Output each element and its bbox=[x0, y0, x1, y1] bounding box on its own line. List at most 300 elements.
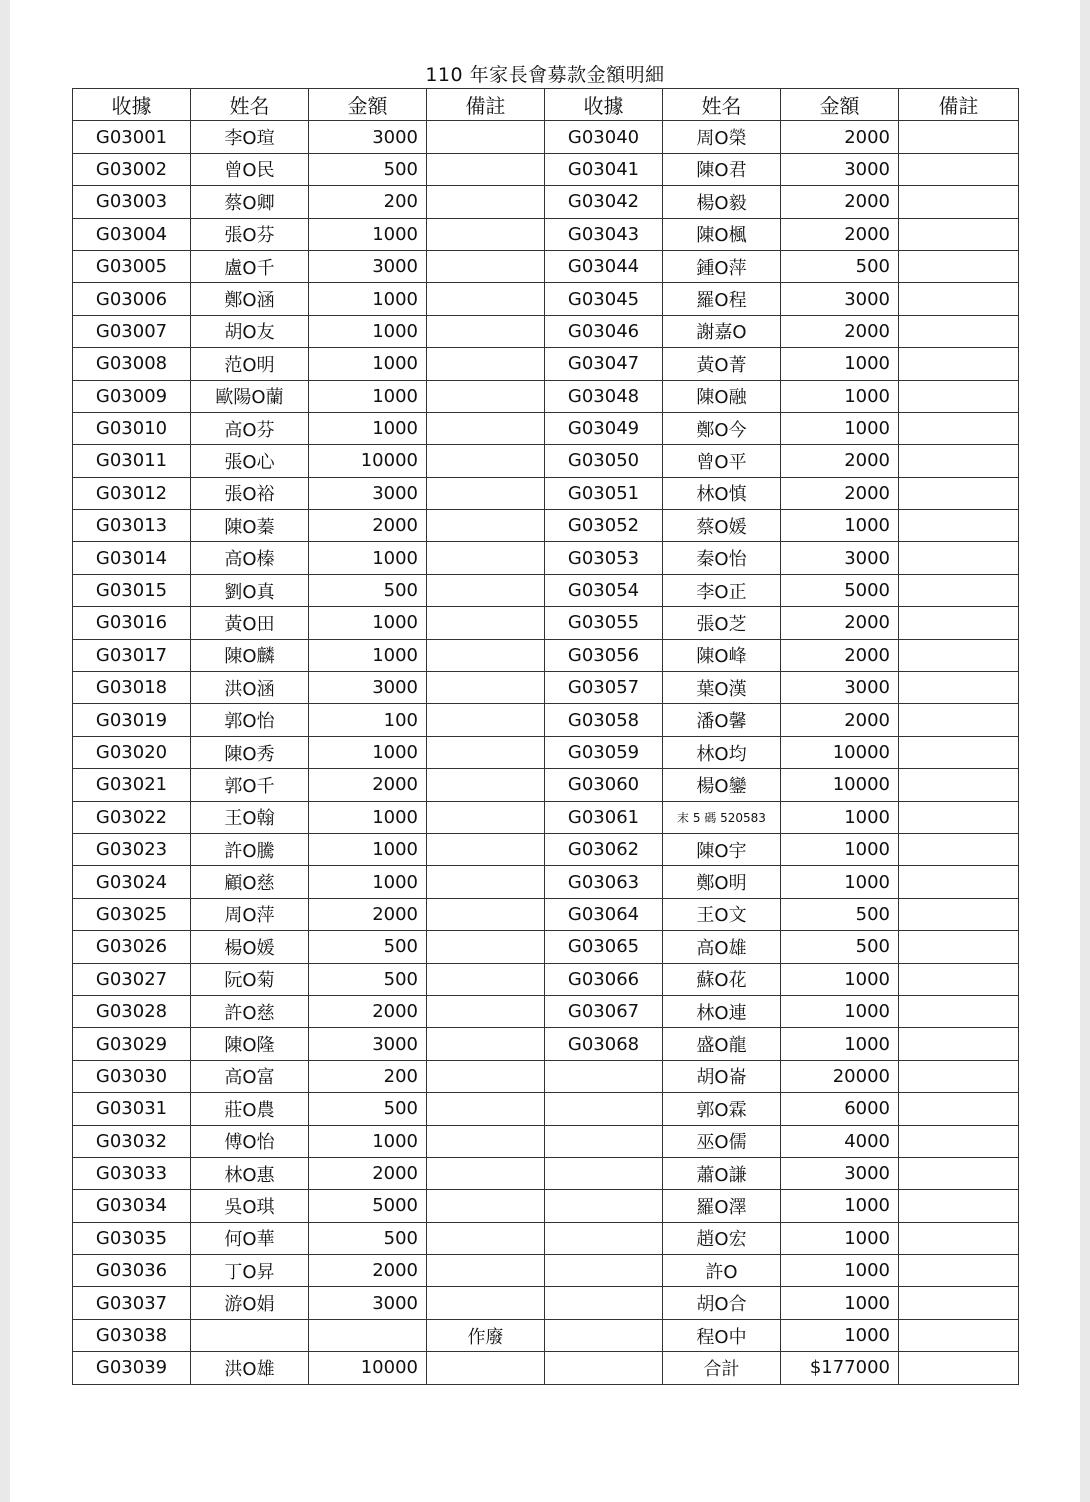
name-cell-right: 巫O儒 bbox=[663, 1125, 781, 1157]
name-cell-right: 羅O程 bbox=[663, 283, 781, 315]
document-page bbox=[10, 0, 1080, 1502]
name-cell-left: 丁O昇 bbox=[191, 1255, 309, 1287]
receipt-cell-right: G03063 bbox=[545, 866, 663, 898]
table-row bbox=[73, 963, 1019, 995]
note-cell-left bbox=[427, 186, 545, 218]
amount-cell-left: 500 bbox=[309, 931, 427, 963]
name-cell-left: 鄭O涵 bbox=[191, 283, 309, 315]
receipt-cell-right: G03047 bbox=[545, 348, 663, 380]
name-cell-left: 盧O千 bbox=[191, 250, 309, 282]
amount-cell-right: 2000 bbox=[781, 218, 899, 250]
note-cell-left bbox=[427, 510, 545, 542]
name-cell-left: 莊O農 bbox=[191, 1093, 309, 1125]
table-row bbox=[73, 186, 1019, 218]
receipt-cell-right bbox=[545, 1157, 663, 1189]
amount-cell-left: 1000 bbox=[309, 639, 427, 671]
amount-cell-left: 1000 bbox=[309, 380, 427, 412]
receipt-cell-left: G03007 bbox=[73, 315, 191, 347]
table-row bbox=[73, 1319, 1019, 1351]
receipt-cell-left: G03017 bbox=[73, 639, 191, 671]
name-cell-left: 郭O怡 bbox=[191, 704, 309, 736]
receipt-cell-right: G03051 bbox=[545, 477, 663, 509]
name-cell-right: 蕭O謙 bbox=[663, 1157, 781, 1189]
name-cell-left: 劉O真 bbox=[191, 574, 309, 606]
name-cell-left bbox=[191, 1319, 309, 1351]
name-cell-right: 合計 bbox=[663, 1352, 781, 1384]
amount-cell-left: 100 bbox=[309, 704, 427, 736]
receipt-cell-left: G03025 bbox=[73, 898, 191, 930]
amount-cell-right: 3000 bbox=[781, 153, 899, 185]
amount-cell-left: 1000 bbox=[309, 283, 427, 315]
note-cell-left bbox=[427, 1093, 545, 1125]
amount-cell-right: 10000 bbox=[781, 769, 899, 801]
amount-cell-left: 2000 bbox=[309, 769, 427, 801]
receipt-cell-right: G03068 bbox=[545, 1028, 663, 1060]
note-cell-left bbox=[427, 348, 545, 380]
amount-cell-left: 10000 bbox=[309, 1352, 427, 1384]
note-cell-right bbox=[899, 607, 1019, 639]
receipt-cell-right: G03045 bbox=[545, 283, 663, 315]
table-row bbox=[73, 833, 1019, 865]
receipt-cell-left: G03029 bbox=[73, 1028, 191, 1060]
note-cell-right bbox=[899, 1125, 1019, 1157]
amount-cell-right: 1000 bbox=[781, 1222, 899, 1254]
name-cell-right: 陳O峰 bbox=[663, 639, 781, 671]
note-cell-left bbox=[427, 736, 545, 768]
amount-cell-right: 1000 bbox=[781, 995, 899, 1027]
note-cell-right bbox=[899, 769, 1019, 801]
note-cell-left bbox=[427, 1287, 545, 1319]
amount-cell-right: 3000 bbox=[781, 1157, 899, 1189]
note-cell-left bbox=[427, 153, 545, 185]
amount-cell-left: 1000 bbox=[309, 833, 427, 865]
table-row bbox=[73, 866, 1019, 898]
note-cell-right bbox=[899, 1255, 1019, 1287]
note-cell-left bbox=[427, 542, 545, 574]
name-cell-right: 胡O合 bbox=[663, 1287, 781, 1319]
amount-cell-right: 2000 bbox=[781, 477, 899, 509]
receipt-cell-right: G03054 bbox=[545, 574, 663, 606]
note-cell-left bbox=[427, 1255, 545, 1287]
amount-cell-left: 3000 bbox=[309, 1028, 427, 1060]
name-cell-right: 陳O楓 bbox=[663, 218, 781, 250]
table-row bbox=[73, 412, 1019, 444]
note-cell-right bbox=[899, 1190, 1019, 1222]
name-cell-right: 胡O崙 bbox=[663, 1060, 781, 1092]
receipt-cell-right: G03048 bbox=[545, 380, 663, 412]
receipt-cell-right: G03059 bbox=[545, 736, 663, 768]
name-cell-right: 楊O毅 bbox=[663, 186, 781, 218]
amount-cell-left: 3000 bbox=[309, 121, 427, 153]
receipt-cell-left: G03008 bbox=[73, 348, 191, 380]
note-cell-left bbox=[427, 1352, 545, 1384]
amount-cell-right: 1000 bbox=[781, 1319, 899, 1351]
receipt-cell-left: G03022 bbox=[73, 801, 191, 833]
amount-cell-right: 10000 bbox=[781, 736, 899, 768]
name-cell-right: 鄭O今 bbox=[663, 412, 781, 444]
name-cell-right: 郭O霖 bbox=[663, 1093, 781, 1125]
name-cell-right: 蘇O花 bbox=[663, 963, 781, 995]
note-cell-right bbox=[899, 1093, 1019, 1125]
name-cell-left: 李O瑄 bbox=[191, 121, 309, 153]
table-row bbox=[73, 1125, 1019, 1157]
amount-cell-left: 2000 bbox=[309, 510, 427, 542]
receipt-cell-left: G03026 bbox=[73, 931, 191, 963]
receipt-cell-left: G03002 bbox=[73, 153, 191, 185]
amount-cell-left: 2000 bbox=[309, 898, 427, 930]
amount-cell-left: 1000 bbox=[309, 542, 427, 574]
header-amount-left: 金額 bbox=[309, 89, 427, 121]
table-row bbox=[73, 1222, 1019, 1254]
table-row bbox=[73, 542, 1019, 574]
note-cell-right bbox=[899, 1157, 1019, 1189]
name-cell-right: 鄭O明 bbox=[663, 866, 781, 898]
note-cell-left bbox=[427, 250, 545, 282]
table-row bbox=[73, 1157, 1019, 1189]
receipt-cell-right: G03049 bbox=[545, 412, 663, 444]
name-cell-left: 林O惠 bbox=[191, 1157, 309, 1189]
receipt-cell-left: G03015 bbox=[73, 574, 191, 606]
name-cell-left: 王O翰 bbox=[191, 801, 309, 833]
table-row bbox=[73, 736, 1019, 768]
note-cell-right bbox=[899, 995, 1019, 1027]
receipt-cell-right: G03052 bbox=[545, 510, 663, 542]
amount-cell-left: 3000 bbox=[309, 250, 427, 282]
note-cell-right bbox=[899, 250, 1019, 282]
amount-cell-right: 1000 bbox=[781, 510, 899, 542]
amount-cell-right: 3000 bbox=[781, 542, 899, 574]
note-cell-right bbox=[899, 1352, 1019, 1384]
name-cell-left: 蔡O卿 bbox=[191, 186, 309, 218]
amount-cell-left: 1000 bbox=[309, 218, 427, 250]
receipt-cell-left: G03031 bbox=[73, 1093, 191, 1125]
receipt-cell-right bbox=[545, 1287, 663, 1319]
note-cell-left bbox=[427, 801, 545, 833]
note-cell-left bbox=[427, 672, 545, 704]
note-cell-left bbox=[427, 769, 545, 801]
receipt-cell-left: G03036 bbox=[73, 1255, 191, 1287]
name-cell-left: 黃O田 bbox=[191, 607, 309, 639]
receipt-cell-right bbox=[545, 1352, 663, 1384]
amount-cell-right: 3000 bbox=[781, 283, 899, 315]
receipt-cell-left: G03001 bbox=[73, 121, 191, 153]
receipt-cell-left: G03024 bbox=[73, 866, 191, 898]
receipt-cell-right: G03067 bbox=[545, 995, 663, 1027]
receipt-cell-left: G03020 bbox=[73, 736, 191, 768]
note-cell-right bbox=[899, 963, 1019, 995]
receipt-cell-right bbox=[545, 1190, 663, 1222]
amount-cell-left: 3000 bbox=[309, 672, 427, 704]
receipt-cell-right bbox=[545, 1319, 663, 1351]
table-row bbox=[73, 704, 1019, 736]
name-cell-right: 羅O澤 bbox=[663, 1190, 781, 1222]
name-cell-left: 張O裕 bbox=[191, 477, 309, 509]
name-cell-right: 鍾O萍 bbox=[663, 250, 781, 282]
name-cell-right: 末 5 碼 520583 bbox=[663, 801, 781, 833]
amount-cell-right: 1000 bbox=[781, 866, 899, 898]
note-cell-left bbox=[427, 833, 545, 865]
name-cell-right: 楊O鑾 bbox=[663, 769, 781, 801]
receipt-cell-left: G03014 bbox=[73, 542, 191, 574]
amount-cell-right: 1000 bbox=[781, 412, 899, 444]
name-cell-right: 林O連 bbox=[663, 995, 781, 1027]
receipt-cell-left: G03009 bbox=[73, 380, 191, 412]
table-body bbox=[73, 121, 1019, 1384]
header-name-left: 姓名 bbox=[191, 89, 309, 121]
amount-cell-left: 2000 bbox=[309, 995, 427, 1027]
header-name-right: 姓名 bbox=[663, 89, 781, 121]
receipt-cell-right: G03060 bbox=[545, 769, 663, 801]
amount-cell-left: 1000 bbox=[309, 348, 427, 380]
amount-cell-right: 3000 bbox=[781, 672, 899, 704]
amount-cell-left: 500 bbox=[309, 574, 427, 606]
header-receipt-right: 收據 bbox=[545, 89, 663, 121]
receipt-cell-right: G03046 bbox=[545, 315, 663, 347]
table-row bbox=[73, 121, 1019, 153]
receipt-cell-left: G03010 bbox=[73, 412, 191, 444]
note-cell-right bbox=[899, 898, 1019, 930]
note-cell-right bbox=[899, 931, 1019, 963]
note-cell-right bbox=[899, 153, 1019, 185]
receipt-cell-right: G03055 bbox=[545, 607, 663, 639]
name-cell-right: 秦O怡 bbox=[663, 542, 781, 574]
receipt-cell-right bbox=[545, 1125, 663, 1157]
table-row bbox=[73, 1255, 1019, 1287]
receipt-cell-right: G03061 bbox=[545, 801, 663, 833]
receipt-cell-left: G03027 bbox=[73, 963, 191, 995]
name-cell-right: 謝嘉O bbox=[663, 315, 781, 347]
table-row bbox=[73, 672, 1019, 704]
table-row bbox=[73, 1352, 1019, 1384]
note-cell-right bbox=[899, 1319, 1019, 1351]
name-cell-right: 陳O宇 bbox=[663, 833, 781, 865]
amount-cell-right: 2000 bbox=[781, 315, 899, 347]
name-cell-left: 歐陽O蘭 bbox=[191, 380, 309, 412]
name-cell-right: 王O文 bbox=[663, 898, 781, 930]
note-cell-left bbox=[427, 218, 545, 250]
table-row bbox=[73, 218, 1019, 250]
note-cell-left bbox=[427, 639, 545, 671]
name-cell-right: 盛O龍 bbox=[663, 1028, 781, 1060]
receipt-cell-left: G03004 bbox=[73, 218, 191, 250]
amount-cell-left: 500 bbox=[309, 1222, 427, 1254]
name-cell-left: 吳O琪 bbox=[191, 1190, 309, 1222]
amount-cell-right: 1000 bbox=[781, 1190, 899, 1222]
amount-cell-right: $177000 bbox=[781, 1352, 899, 1384]
name-cell-left: 陳O隆 bbox=[191, 1028, 309, 1060]
receipt-cell-left: G03018 bbox=[73, 672, 191, 704]
note-cell-right bbox=[899, 866, 1019, 898]
note-cell-right bbox=[899, 833, 1019, 865]
table-row bbox=[73, 477, 1019, 509]
name-cell-left: 陳O麟 bbox=[191, 639, 309, 671]
name-cell-right: 林O慎 bbox=[663, 477, 781, 509]
name-cell-left: 陳O蓁 bbox=[191, 510, 309, 542]
note-cell-left bbox=[427, 995, 545, 1027]
note-cell-left bbox=[427, 1222, 545, 1254]
amount-cell-left: 3000 bbox=[309, 1287, 427, 1319]
table-row bbox=[73, 445, 1019, 477]
note-cell-right bbox=[899, 510, 1019, 542]
receipt-cell-left: G03035 bbox=[73, 1222, 191, 1254]
table-row bbox=[73, 250, 1019, 282]
receipt-cell-right bbox=[545, 1060, 663, 1092]
amount-cell-right: 1000 bbox=[781, 833, 899, 865]
note-cell-right bbox=[899, 542, 1019, 574]
table-row bbox=[73, 153, 1019, 185]
note-cell-left bbox=[427, 898, 545, 930]
note-cell-left bbox=[427, 412, 545, 444]
amount-cell-right: 2000 bbox=[781, 186, 899, 218]
note-cell-right bbox=[899, 736, 1019, 768]
note-cell-left: 作廢 bbox=[427, 1319, 545, 1351]
name-cell-left: 傅O怡 bbox=[191, 1125, 309, 1157]
receipt-cell-left: G03012 bbox=[73, 477, 191, 509]
amount-cell-right: 4000 bbox=[781, 1125, 899, 1157]
amount-cell-left: 1000 bbox=[309, 801, 427, 833]
note-cell-right bbox=[899, 477, 1019, 509]
table-header-row bbox=[73, 89, 1019, 121]
receipt-cell-left: G03037 bbox=[73, 1287, 191, 1319]
amount-cell-right: 1000 bbox=[781, 963, 899, 995]
receipt-cell-right bbox=[545, 1093, 663, 1125]
receipt-cell-left: G03021 bbox=[73, 769, 191, 801]
table-row bbox=[73, 283, 1019, 315]
receipt-cell-right: G03041 bbox=[545, 153, 663, 185]
name-cell-left: 高O富 bbox=[191, 1060, 309, 1092]
amount-cell-left bbox=[309, 1319, 427, 1351]
receipt-cell-left: G03039 bbox=[73, 1352, 191, 1384]
name-cell-left: 范O明 bbox=[191, 348, 309, 380]
name-cell-left: 許O慈 bbox=[191, 995, 309, 1027]
note-cell-left bbox=[427, 963, 545, 995]
note-cell-left bbox=[427, 866, 545, 898]
amount-cell-left: 200 bbox=[309, 1060, 427, 1092]
amount-cell-right: 1000 bbox=[781, 1287, 899, 1319]
receipt-cell-left: G03016 bbox=[73, 607, 191, 639]
receipt-cell-left: G03033 bbox=[73, 1157, 191, 1189]
receipt-cell-right: G03053 bbox=[545, 542, 663, 574]
receipt-cell-left: G03006 bbox=[73, 283, 191, 315]
amount-cell-right: 1000 bbox=[781, 348, 899, 380]
note-cell-left bbox=[427, 315, 545, 347]
note-cell-right bbox=[899, 1028, 1019, 1060]
amount-cell-left: 500 bbox=[309, 1093, 427, 1125]
name-cell-right: 趙O宏 bbox=[663, 1222, 781, 1254]
amount-cell-right: 2000 bbox=[781, 121, 899, 153]
receipt-cell-right: G03044 bbox=[545, 250, 663, 282]
name-cell-right: 蔡O媛 bbox=[663, 510, 781, 542]
receipt-cell-left: G03013 bbox=[73, 510, 191, 542]
name-cell-right: 潘O馨 bbox=[663, 704, 781, 736]
amount-cell-left: 1000 bbox=[309, 866, 427, 898]
table-row bbox=[73, 898, 1019, 930]
header-note-right: 備註 bbox=[899, 89, 1019, 121]
receipt-cell-right: G03043 bbox=[545, 218, 663, 250]
note-cell-right bbox=[899, 1287, 1019, 1319]
table-row bbox=[73, 1190, 1019, 1222]
name-cell-left: 洪O雄 bbox=[191, 1352, 309, 1384]
name-cell-right: 高O雄 bbox=[663, 931, 781, 963]
name-cell-left: 阮O菊 bbox=[191, 963, 309, 995]
amount-cell-left: 200 bbox=[309, 186, 427, 218]
table-row bbox=[73, 1060, 1019, 1092]
receipt-cell-right: G03042 bbox=[545, 186, 663, 218]
note-cell-right bbox=[899, 704, 1019, 736]
receipt-cell-right bbox=[545, 1222, 663, 1254]
note-cell-left bbox=[427, 1157, 545, 1189]
note-cell-right bbox=[899, 412, 1019, 444]
receipt-cell-left: G03038 bbox=[73, 1319, 191, 1351]
name-cell-right: 陳O融 bbox=[663, 380, 781, 412]
note-cell-left bbox=[427, 1125, 545, 1157]
name-cell-left: 曾O民 bbox=[191, 153, 309, 185]
amount-cell-left: 1000 bbox=[309, 607, 427, 639]
name-cell-left: 楊O媛 bbox=[191, 931, 309, 963]
note-cell-left bbox=[427, 477, 545, 509]
name-cell-left: 洪O涵 bbox=[191, 672, 309, 704]
note-cell-right bbox=[899, 380, 1019, 412]
name-cell-right: 葉O漢 bbox=[663, 672, 781, 704]
note-cell-right bbox=[899, 801, 1019, 833]
name-cell-left: 何O華 bbox=[191, 1222, 309, 1254]
amount-cell-right: 2000 bbox=[781, 639, 899, 671]
note-cell-right bbox=[899, 1222, 1019, 1254]
receipt-cell-left: G03011 bbox=[73, 445, 191, 477]
amount-cell-left: 2000 bbox=[309, 1255, 427, 1287]
name-cell-left: 郭O千 bbox=[191, 769, 309, 801]
note-cell-left bbox=[427, 283, 545, 315]
amount-cell-right: 500 bbox=[781, 898, 899, 930]
name-cell-left: 許O騰 bbox=[191, 833, 309, 865]
amount-cell-left: 1000 bbox=[309, 412, 427, 444]
receipt-cell-right: G03056 bbox=[545, 639, 663, 671]
table-row bbox=[73, 1028, 1019, 1060]
note-cell-right bbox=[899, 574, 1019, 606]
table-row bbox=[73, 995, 1019, 1027]
amount-cell-right: 500 bbox=[781, 931, 899, 963]
name-cell-right: 程O中 bbox=[663, 1319, 781, 1351]
amount-cell-right: 2000 bbox=[781, 445, 899, 477]
receipt-cell-right bbox=[545, 1255, 663, 1287]
table-row bbox=[73, 1093, 1019, 1125]
receipt-cell-right: G03057 bbox=[545, 672, 663, 704]
receipt-cell-right: G03064 bbox=[545, 898, 663, 930]
receipt-cell-right: G03040 bbox=[545, 121, 663, 153]
note-cell-right bbox=[899, 639, 1019, 671]
amount-cell-right: 1000 bbox=[781, 801, 899, 833]
amount-cell-right: 1000 bbox=[781, 1028, 899, 1060]
name-cell-left: 高O榛 bbox=[191, 542, 309, 574]
table-row bbox=[73, 769, 1019, 801]
amount-cell-left: 10000 bbox=[309, 445, 427, 477]
note-cell-right bbox=[899, 348, 1019, 380]
name-cell-right: 李O正 bbox=[663, 574, 781, 606]
amount-cell-right: 1000 bbox=[781, 380, 899, 412]
name-cell-left: 張O心 bbox=[191, 445, 309, 477]
note-cell-left bbox=[427, 704, 545, 736]
receipt-cell-right: G03066 bbox=[545, 963, 663, 995]
receipt-cell-right: G03058 bbox=[545, 704, 663, 736]
table-row bbox=[73, 348, 1019, 380]
note-cell-right bbox=[899, 283, 1019, 315]
name-cell-left: 張O芬 bbox=[191, 218, 309, 250]
table-row bbox=[73, 574, 1019, 606]
note-cell-right bbox=[899, 1060, 1019, 1092]
receipt-cell-left: G03034 bbox=[73, 1190, 191, 1222]
table-row bbox=[73, 639, 1019, 671]
amount-cell-left: 3000 bbox=[309, 477, 427, 509]
